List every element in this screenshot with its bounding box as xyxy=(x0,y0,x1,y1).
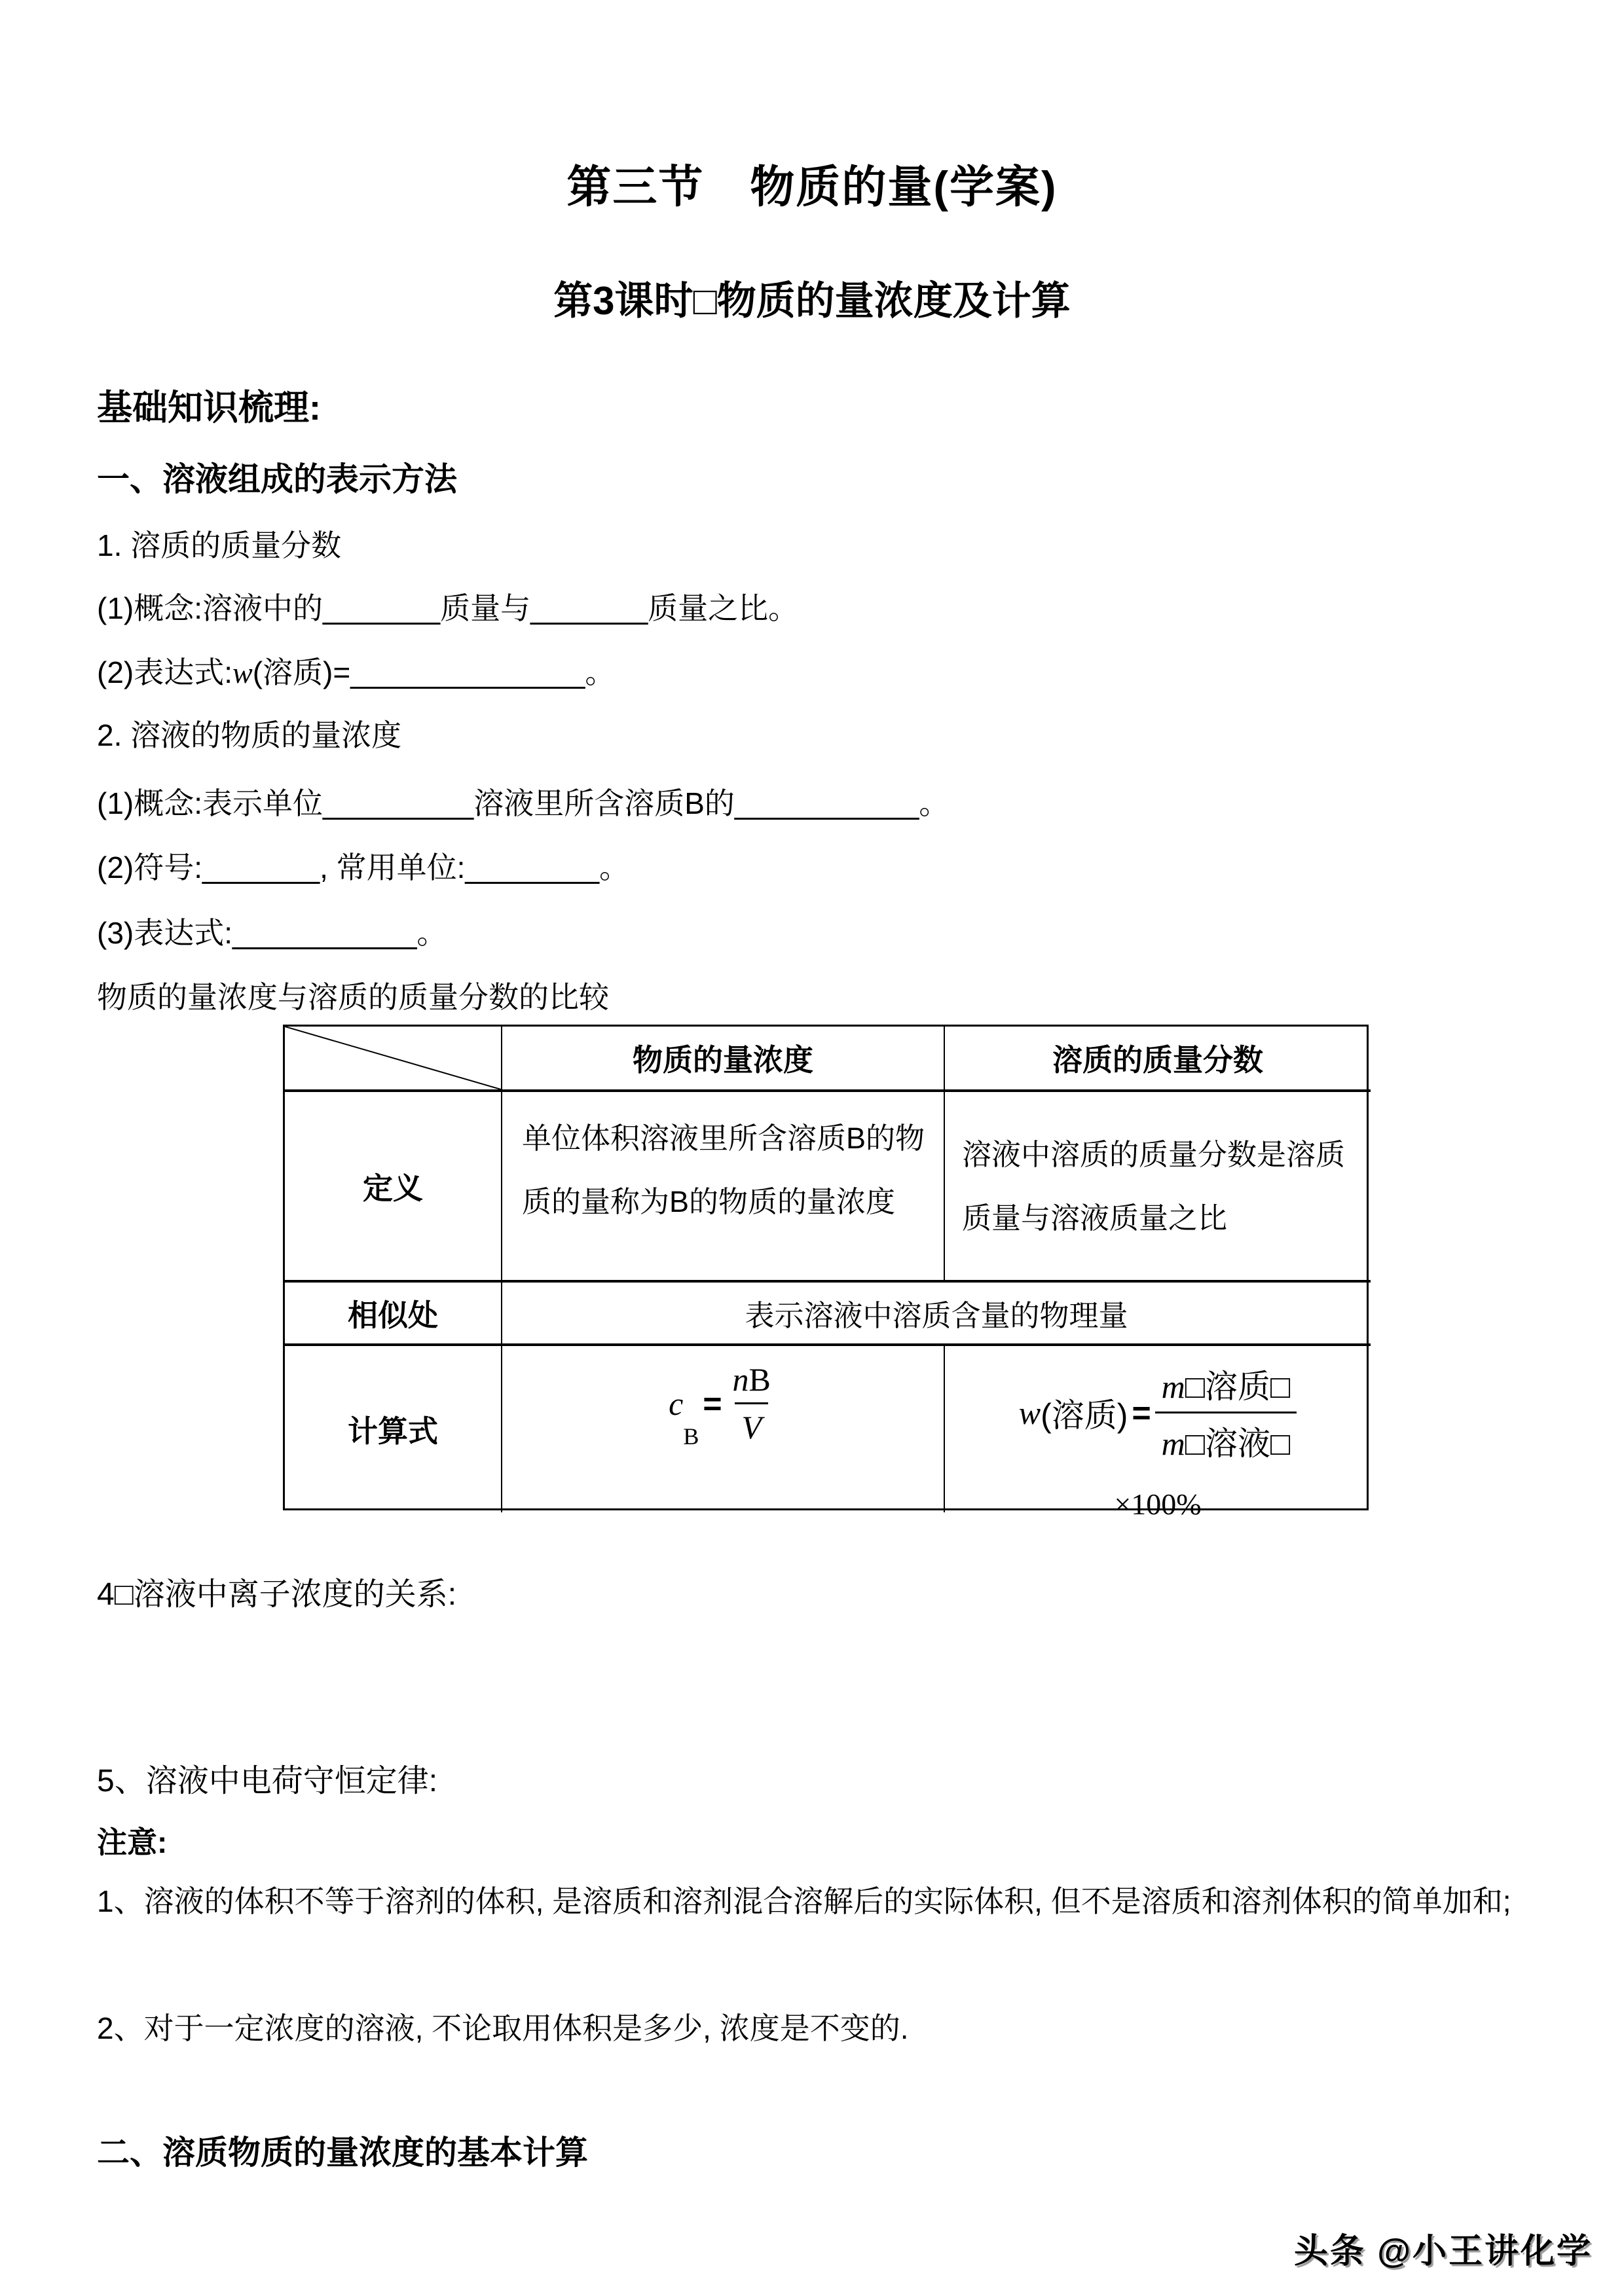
table-header-mass-fraction: 溶质的质量分数 xyxy=(945,1027,1371,1092)
solute-argument: (溶质) xyxy=(1041,1396,1128,1434)
fraction-denominator xyxy=(1155,1412,1297,1465)
note-heading: 注意: xyxy=(97,1825,168,1859)
fraction-numerator xyxy=(726,1360,777,1402)
expression-rest: (溶质)=______________。 xyxy=(252,655,616,689)
definition-molar-cell: 单位体积溶液里所含溶质B的物质的量称为B的物质的量浓度 xyxy=(502,1092,945,1283)
page-title: 第三节 物质的量(学案) xyxy=(566,162,1058,212)
table-intro-line: 物质的量浓度与溶质的质量分数的比较 xyxy=(97,980,609,1014)
equals-sign: = xyxy=(703,1385,722,1422)
item2-expression-line: (3)表达式:___________。 xyxy=(97,916,447,950)
row-label-definition: 定义 xyxy=(285,1092,502,1283)
molar-fraction xyxy=(726,1360,777,1446)
table-header-molar-concentration: 物质的量浓度 xyxy=(502,1027,945,1092)
B-symbol: B xyxy=(748,1361,771,1398)
toutiao-watermark: 头条 @小王讲化学 xyxy=(1293,2232,1593,2270)
item4-line: 4□溶液中离子浓度的关系: xyxy=(97,1577,457,1612)
comparison-table xyxy=(283,1025,1369,1521)
item2-concept-line: (1)概念:表示单位_________溶液里所含溶质B的___________。 xyxy=(97,786,950,820)
c-subscript: B xyxy=(683,1423,699,1449)
solution-mass-text: □溶液□ xyxy=(1185,1425,1291,1462)
mass-formula-cell xyxy=(945,1346,1371,1521)
w-symbol: w xyxy=(1018,1394,1041,1431)
row-label-similarity: 相似处 xyxy=(285,1283,502,1346)
diagonal-line xyxy=(285,1027,501,1089)
fraction-denominator xyxy=(735,1402,768,1446)
heading-basics: 基础知识梳理: xyxy=(97,388,321,428)
note1-paragraph: 1、溶液的体积不等于溶剂的体积, 是溶质和溶剂混合溶解后的实际体积, 但不是溶质和溶剂体积的简单加和; xyxy=(97,1884,1511,1918)
page-subtitle: 第3课时□物质的量浓度及计算 xyxy=(553,279,1071,323)
fraction-numerator xyxy=(1155,1360,1297,1412)
item2-symbol-line: (2)符号:_______, 常用单位:________。 xyxy=(97,850,630,884)
n-symbol: n xyxy=(732,1361,749,1398)
molar-concentration-formula xyxy=(669,1360,777,1449)
item1-concept-line: (1)概念:溶液中的_______质量与_______质量之比。 xyxy=(97,591,799,625)
mass-fraction xyxy=(1155,1360,1297,1465)
note2-line: 2、对于一定浓度的溶液, 不论取用体积是多少, 浓度是不变的. xyxy=(97,2011,909,2045)
similarity-span-cell: 表示溶液中溶质含量的物理量 xyxy=(502,1283,1371,1346)
equals-sign: = xyxy=(1132,1394,1151,1431)
heading-section-one: 一、溶液组成的表示方法 xyxy=(97,461,457,498)
item5-line: 5、溶液中电荷守恒定律: xyxy=(97,1764,438,1798)
item1-heading: 1. 溶质的质量分数 xyxy=(97,528,342,562)
definition-mass-cell: 溶液中溶质的质量分数是溶质质量与溶液质量之比 xyxy=(945,1092,1371,1283)
row-label-formula: 计算式 xyxy=(285,1346,502,1512)
times-100-percent: ×100% xyxy=(1114,1487,1202,1521)
m-symbol: m xyxy=(1161,1425,1185,1462)
expression-prefix: (2)表达式: xyxy=(97,655,232,689)
item2-heading: 2. 溶液的物质的量浓度 xyxy=(97,718,402,752)
w-symbol: w xyxy=(232,656,253,689)
molar-formula-cell xyxy=(502,1346,945,1512)
mass-fraction-formula xyxy=(1019,1360,1297,1465)
heading-section-two: 二、溶质物质的量浓度的基本计算 xyxy=(97,2134,588,2171)
solute-mass-text: □溶质□ xyxy=(1185,1368,1291,1405)
m-symbol: m xyxy=(1161,1368,1185,1405)
table-corner-cell xyxy=(285,1027,502,1092)
item1-expression-line xyxy=(97,649,615,692)
V-symbol: V xyxy=(741,1409,762,1446)
c-symbol: c xyxy=(669,1385,684,1422)
